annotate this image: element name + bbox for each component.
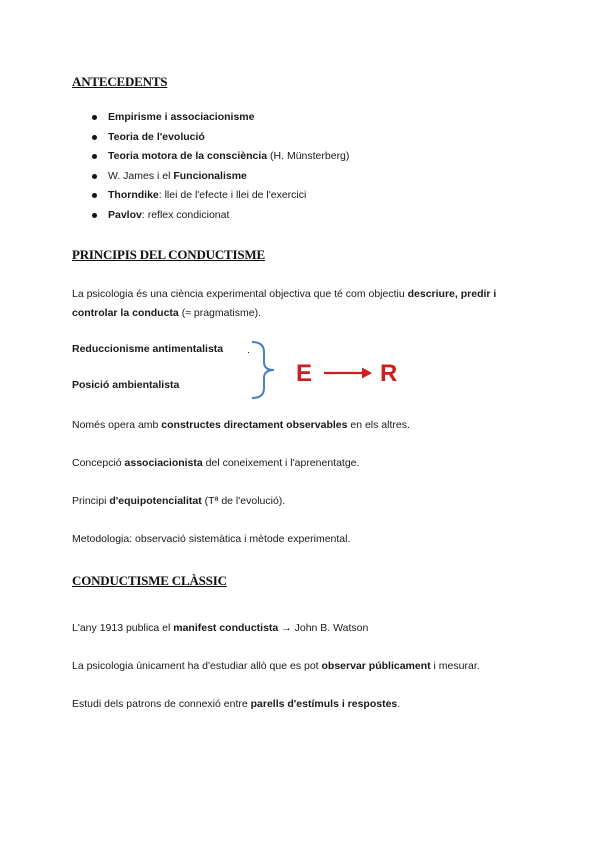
list-item — [92, 208, 349, 228]
principis-paragraph-5: Metodologia: observació sistemàtica i mètode experimental. — [72, 533, 351, 545]
list-item — [92, 110, 349, 130]
item-bold: Pavlov — [108, 208, 142, 221]
classic-paragraph-3 — [72, 697, 400, 712]
text: en els altres. — [347, 419, 410, 431]
dot-mark: . — [247, 344, 250, 356]
text-bold: associacionista — [124, 457, 203, 469]
text: (≈ pragmatisme). — [178, 307, 261, 319]
text: . — [397, 698, 401, 710]
text: → John B. Watson — [278, 622, 369, 634]
text: Principi — [72, 495, 110, 507]
text: Concepció — [72, 457, 125, 469]
reduccionisme-label — [72, 342, 223, 357]
principis-paragraph-2 — [72, 418, 410, 433]
item-bold: Thorndike — [108, 189, 159, 201]
text-bold: Posició ambientalista — [72, 379, 180, 391]
text: La psicologia únicament ha d'estudiar allò que es pot — [72, 660, 322, 672]
item-rest: (H. Münsterberg) — [267, 150, 350, 162]
item-rest: : llei de l'efecte i llei de l'exercici — [158, 189, 307, 201]
curly-brace — [250, 340, 280, 400]
text-bold: manifest conductista — [173, 622, 279, 634]
item-bold: Teoria motora de la consciència — [108, 150, 268, 162]
text: La psicologia és una ciència experimental objectiva que té com objectiu — [72, 288, 408, 300]
text: Estudi dels patrons de connexió entre — [72, 698, 251, 710]
principis-paragraph-4 — [72, 494, 285, 509]
item-bold: Funcionalisme — [173, 169, 247, 182]
text-bold: controlar la conducta — [72, 307, 179, 319]
text-bold: Reduccionisme antimentalista — [72, 343, 224, 355]
list-item — [92, 130, 349, 150]
text-bold: d'equipotencialitat — [109, 495, 202, 507]
item-pre: W. James i el — [108, 169, 174, 182]
text: (Tª de l'evolució). — [201, 495, 286, 507]
right-arrow-icon — [322, 366, 374, 380]
text: i mesurar. — [430, 660, 480, 672]
text-bold: descriure, predir i — [407, 288, 497, 300]
text: L'any 1913 publica el — [72, 622, 174, 634]
principis-paragraph-1 — [72, 285, 542, 323]
antecedents-list — [92, 110, 349, 227]
text: Només opera amb — [72, 419, 162, 431]
text-bold: observar públicament — [321, 660, 431, 672]
posicio-label — [72, 378, 179, 393]
principis-heading: PRINCIPIS DEL CONDUCTISME — [72, 247, 265, 262]
text-bold: constructes directament observables — [161, 419, 348, 431]
classic-paragraph-2 — [72, 659, 480, 674]
classic-heading: CONDUCTISME CLÀSSIC — [72, 573, 227, 588]
e-letter: E — [296, 360, 313, 387]
list-item — [92, 149, 349, 169]
list-item — [92, 169, 349, 189]
item-bold: Empirisme i associacionisme — [108, 111, 255, 123]
antecedents-heading: ANTECEDENTS — [72, 74, 168, 89]
text-bold: parells d'estímuls i respostes — [250, 698, 398, 710]
item-bold: Teoria de l'evolució — [108, 130, 205, 143]
text: del coneixement i l'aprenentatge. — [202, 457, 360, 469]
list-item — [92, 188, 349, 208]
classic-paragraph-1 — [72, 621, 368, 636]
item-rest: : reflex condicionat — [141, 208, 230, 221]
principis-paragraph-3 — [72, 456, 359, 471]
r-letter: R — [380, 360, 398, 387]
